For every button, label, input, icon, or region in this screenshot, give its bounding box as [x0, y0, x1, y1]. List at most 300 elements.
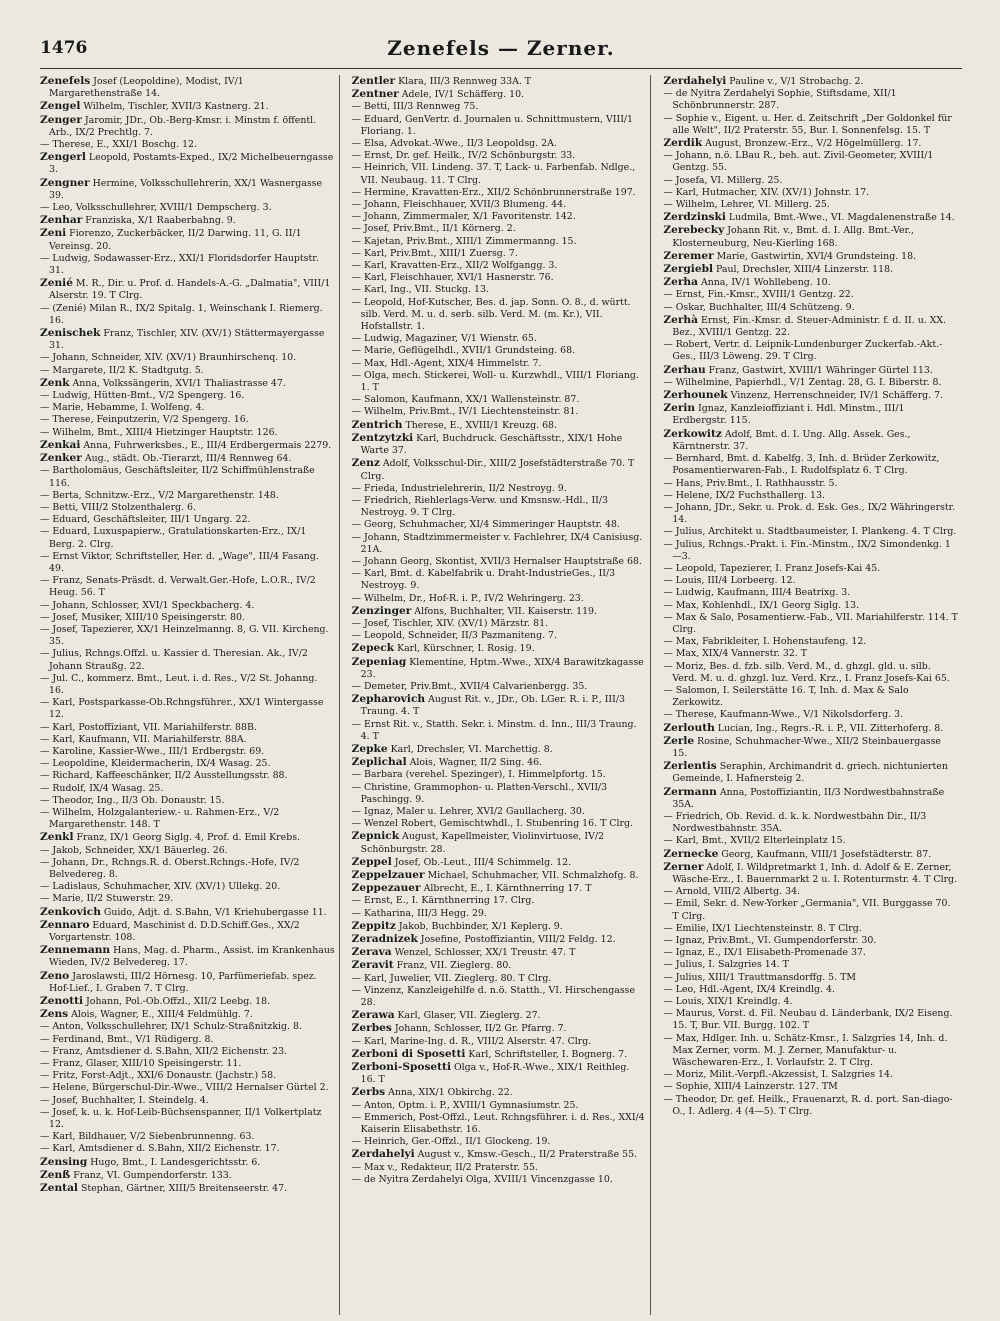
- entry-details: Georg, Kaufmann, VIII/1 Josefstädterstr. 87.: [718, 848, 932, 860]
- directory-entry: [40, 277, 335, 302]
- directory-entry: [40, 995, 335, 1008]
- entry-details: — Wilhelmine, Papierhdl., V/1 Zentag. 28, G. I. Biberstr. 8.: [663, 376, 942, 388]
- entry-surname: Zerhau: [663, 363, 706, 376]
- directory-entry: [40, 831, 335, 844]
- entry-details: — Ernst, Fin.-Kmsr., XVIII/1 Gentzg. 22.: [663, 289, 854, 301]
- entry-details: Wilhelm, Tischler, XVII/3 Kastnerg. 21.: [80, 101, 269, 113]
- directory-entry: [352, 908, 647, 920]
- entry-details: — Sophie, XIII/4 Lainzerstr. 127. TM: [663, 1081, 838, 1093]
- entry-details: — Karl, Bmt. d. Kabelfabrik u. Draht-IndustrieGes., II/3 Nestroyg. 9.: [351, 568, 616, 592]
- page-number: 1476: [40, 38, 88, 58]
- directory-entry: [40, 439, 335, 452]
- entry-details: Alois, Wagner, II/2 Sing. 46.: [406, 757, 543, 769]
- entry-details: Ludmila, Bmt.-Wwe., VI. Magdalenenstraße 14.: [725, 212, 955, 224]
- entry-details: Anna, Volkssängerin, XVI/1 Thaliastrasse 47.: [69, 377, 286, 389]
- directory-entry: [663, 199, 958, 211]
- column-left: [40, 75, 340, 1315]
- entry-details: Anna, Postoffiziantin, II/3 Nordwestbahnstraße 35A.: [672, 786, 945, 810]
- entry-details: Pauline v., V/1 Strobachg. 2.: [726, 76, 864, 87]
- entry-surname: Zerhà: [663, 313, 698, 326]
- directory-entry: [352, 1086, 647, 1099]
- directory-entry: [352, 260, 647, 272]
- directory-entry: [352, 75, 647, 88]
- directory-entry: [663, 175, 958, 187]
- directory-entry: [663, 848, 958, 861]
- directory-entry: [40, 1156, 335, 1169]
- entry-details: Hugo, Bmt., I. Landesgerichtsstr. 6.: [87, 1156, 261, 1168]
- directory-entry: [40, 734, 335, 746]
- directory-entry: [663, 947, 958, 959]
- entry-surname: Zerlouth: [663, 721, 715, 734]
- entry-surname: Zenzinger: [351, 604, 412, 617]
- entry-surname: Zentzytzki: [351, 431, 414, 444]
- entry-details: — Max, Fabrikleiter, I. Hohenstaufeng. 12.: [663, 636, 867, 648]
- directory-entry: [40, 770, 335, 782]
- entry-details: — Max, Kohlenhdl., IX/1 Georg Siglg. 13.: [663, 599, 860, 611]
- entry-details: — Ernst Viktor, Schriftsteller, Her. d. „Wage", III/4 Fasang. 49.: [40, 550, 319, 574]
- directory-entry: [40, 807, 335, 831]
- directory-entry: [40, 600, 335, 612]
- directory-entry: [663, 389, 958, 402]
- directory-entry: [40, 427, 335, 439]
- entry-surname: Zeravit: [351, 959, 394, 972]
- entry-details: Albrecht, E., I. Kärnthnerring 17. T: [420, 883, 592, 895]
- directory-entry: [663, 314, 958, 339]
- directory-entry: [663, 187, 958, 199]
- entry-surname: Zentner: [351, 88, 399, 101]
- directory-entry: [40, 881, 335, 893]
- directory-entry: [352, 406, 647, 418]
- directory-entry: [352, 719, 647, 743]
- directory-entry: [40, 390, 335, 402]
- directory-entry: [663, 490, 958, 502]
- entry-details: — Karl, Fleischhauer, XVI/1 Hasnerstr. 76.: [351, 272, 554, 284]
- directory-entry: [663, 1033, 958, 1070]
- entry-surname: Zenger: [40, 113, 82, 126]
- entry-details: Adele, IV/1 Schäfferg. 10.: [398, 89, 525, 101]
- directory-entry: [352, 138, 647, 150]
- directory-entry: [40, 1082, 335, 1094]
- directory-entry: [40, 139, 335, 151]
- directory-entry: [663, 137, 958, 150]
- entry-surname: Zerdzinski: [663, 211, 726, 224]
- directory-entry: [40, 465, 335, 489]
- directory-columns: [40, 75, 962, 1315]
- entry-details: — Wenzel Robert, Gemischtwhdl., I. Stubenring 16. T Clrg.: [351, 818, 633, 830]
- entry-surname: Zenkovich: [40, 905, 101, 918]
- entry-details: Klara, III/3 Rennweg 33A. T: [395, 76, 532, 87]
- directory-entry: [352, 756, 647, 769]
- directory-entry: [663, 263, 958, 276]
- entry-details: — Ferdinand, Bmt., V/1 Rüdigerg. 8.: [40, 1033, 214, 1045]
- directory-entry: [40, 75, 335, 100]
- directory-entry: [663, 276, 958, 289]
- entry-details: — Therese, Kaufmann-Wwe., V/1 Nikolsdorferg. 3.: [663, 709, 904, 721]
- directory-entry: [40, 327, 335, 352]
- entry-details: Franz, Tischler, XIV. (XV/1) Stättermayergasse 31.: [49, 328, 325, 352]
- directory-entry: [663, 835, 958, 847]
- directory-entry: [352, 856, 647, 869]
- entry-details: Rosine, Schuhmacher-Wwe., XII/2 Steinbauergasse 15.: [672, 735, 941, 759]
- entry-details: Adolf, Bmt. d. I. Ung. Allg. Assek. Ges., Kärntnerstr. 37.: [672, 428, 911, 452]
- directory-entry: [40, 697, 335, 721]
- directory-entry: [352, 236, 647, 248]
- entry-details: Karl, Buchdruck. Geschäftsstr., XIX/1 Hohe Warte 37.: [360, 432, 623, 457]
- entry-details: — Moriz, Bes. d. fzb. silb. Verd. M., d. ghzgl. gld. u. silb. Verd. M. u. d. ghzgl. luz. Verd. Krz., I. Franz Josefs-Kai 65.: [663, 660, 950, 684]
- entry-details: Paul, Drechsler, XIII/4 Linzerstr. 118.: [713, 264, 894, 276]
- entry-details: — Julius, Architekt u. Stadtbaumeister, I. Plankeng. 4. T Clrg.: [663, 526, 957, 538]
- entry-surname: Zernecke: [663, 847, 719, 860]
- directory-entry: [40, 1070, 335, 1082]
- entry-details: — Johann, Fleischhauer, XVII/3 Blumeng. 44.: [351, 199, 567, 211]
- directory-entry: [663, 861, 958, 886]
- entry-details: — Theodor, Dr. gef. Heilk., Frauenarzt, R. d. port. San-diago-O., I. Adlerg. 4 (4—5). T Clrg.: [663, 1093, 953, 1117]
- directory-entry: [663, 539, 958, 563]
- entry-details: — Karl, Juwelier, VII. Zieglerg. 80. T Clrg.: [351, 972, 552, 984]
- directory-entry: [352, 618, 647, 630]
- directory-entry: [352, 1036, 647, 1048]
- entry-details: — Leo, Hdl.-Agent, IX/4 Kreindlg. 4.: [663, 983, 835, 995]
- directory-entry: [352, 88, 647, 101]
- directory-entry: [352, 199, 647, 211]
- entry-details: — Leopold, Hof-Kutscher, Bes. d. jap. Sonn. O. 8., d. württ. silb. Verd. M. u. d. serb. silb. Verd. M. (m. Kr.), VII. Hofstallstr. 1.: [351, 296, 631, 333]
- directory-entry: [352, 1009, 647, 1022]
- directory-entry: [352, 248, 647, 260]
- directory-entry: [663, 612, 958, 636]
- entry-details: Anna, XIX/1 Obkirchg. 22.: [385, 1087, 513, 1099]
- entry-surname: Zennemann: [40, 944, 111, 957]
- entry-details: — Johann, Dr., Rchngs.R. d. Oberst.Rchngs.-Hofe, IV/2 Belvedereg. 8.: [40, 856, 300, 880]
- directory-entry: [663, 923, 958, 935]
- directory-entry: [352, 568, 647, 592]
- entry-details: Franziska, X/1 Raaberbahng. 9.: [82, 215, 236, 227]
- entry-surname: Zenhar: [40, 214, 83, 227]
- directory-entry: [352, 358, 647, 370]
- entry-details: — Marie, Hebamme, I. Wolfeng. 4.: [40, 402, 205, 414]
- directory-entry: [352, 642, 647, 655]
- directory-entry: [40, 402, 335, 414]
- directory-entry: [352, 806, 647, 818]
- running-title: Zenefels — Zerner.: [387, 36, 615, 60]
- entry-surname: Zergiebl: [663, 263, 714, 276]
- entry-details: — Karl, Bmt., XVII/2 Elterleinplatz 15.: [663, 835, 846, 847]
- entry-details: Josefine, Postoffiziantin, VIII/2 Feldg. 12.: [417, 934, 616, 946]
- entry-details: — Berta, Schnitzw.-Erz., V/2 Margarethenstr. 148.: [40, 489, 279, 501]
- entry-details: — Wilhelm, Dr., Hof-R. i. P., IV/2 Wehringerg. 23.: [351, 592, 584, 604]
- directory-entry: [663, 1094, 958, 1118]
- directory-entry: [40, 1046, 335, 1058]
- entry-surname: Zerle: [663, 734, 695, 747]
- entry-details: — Rudolf, IX/4 Wasag. 25.: [40, 782, 164, 794]
- directory-entry: [40, 303, 335, 327]
- entry-details: — Ludwig, Magaziner, V/1 Wienstr. 65.: [351, 333, 537, 345]
- directory-entry: [40, 673, 335, 697]
- directory-entry: [663, 428, 958, 453]
- entry-details: — Josef, Buchhalter, I. Steindelg. 4.: [40, 1094, 209, 1106]
- directory-entry: [352, 1061, 647, 1086]
- entry-details: — Louis, III/4 Lorbeerg. 12.: [663, 575, 796, 587]
- directory-entry: [352, 895, 647, 907]
- entry-surname: Zerdahelyi: [351, 1148, 415, 1161]
- directory-entry: [40, 970, 335, 995]
- entry-details: — Karl, Ing., VII. Stuckg. 13.: [351, 284, 489, 296]
- directory-entry: [352, 432, 647, 457]
- entry-details: — Karl, Amtsdiener d. S.Bahn, XII/2 Eichenstr. 17.: [40, 1143, 280, 1155]
- directory-entry: [40, 253, 335, 277]
- directory-entry: [663, 526, 958, 538]
- entry-surname: Zenié: [40, 277, 73, 290]
- entry-surname: Zerdahelyi: [663, 75, 727, 87]
- entry-details: Anna, Fuhrwerksbes., E., III/4 Erdbergermais 2279.: [80, 439, 332, 451]
- directory-entry: [663, 811, 958, 835]
- entry-details: — Johann, n.ö. LBau R., beh. aut. Zivil-Geometer, XVIII/1 Gentzg. 55.: [663, 150, 934, 174]
- directory-entry: [40, 514, 335, 526]
- entry-details: — Leopold, Schneider, II/3 Pazmaniteng. 7.: [351, 630, 558, 642]
- entry-surname: Zennaro: [40, 918, 90, 931]
- entry-details: — Anton, Optm. i. P., XVIII/1 Gymnasiumstr. 25.: [351, 1099, 579, 1111]
- entry-surname: Zerboni di Sposetti: [351, 1047, 466, 1060]
- entry-surname: Zerawa: [351, 1009, 395, 1022]
- directory-entry: [352, 495, 647, 519]
- entry-details: — Helene, IX/2 Fuchsthallerg. 13.: [663, 489, 825, 501]
- entry-details: Karl, Kürschner, I. Rosig. 19.: [394, 643, 535, 655]
- entry-details: Franz, Gastwirt, XVIII/1 Währinger Gürtel 113.: [705, 364, 933, 376]
- entry-details: — Sophie v., Eigent. u. Her. d. Zeitschrift „Der Goldonkel für alle Welt", II/2 Praterstr. 55, Bur. I. Sonnenfelsg. 15. T: [663, 112, 952, 136]
- entry-details: Karl, Schriftsteller, I. Bognerg. 7.: [465, 1048, 628, 1060]
- directory-entry: [663, 735, 958, 760]
- entry-surname: Zeremer: [663, 249, 714, 262]
- entry-details: — Ignaz, Priv.Bmt., VI. Gumpendorferstr. 30.: [663, 935, 877, 947]
- directory-entry: [40, 906, 335, 919]
- entry-details: — Wilhelm, Priv.Bmt., IV/1 Liechtensteinstr. 81.: [351, 406, 579, 418]
- directory-entry: [40, 1131, 335, 1143]
- entry-details: — Demeter, Priv.Bmt., XVII/4 Calvarienbergg. 35.: [351, 680, 588, 692]
- entry-details: Jakob, Buchbinder, X/1 Keplerg. 9.: [395, 920, 563, 932]
- entry-details: Franz, VI. Gumpendorferstr. 133.: [70, 1169, 232, 1181]
- directory-entry: [663, 113, 958, 137]
- entry-details: Aug., städt. Ob.-Tierarzt, III/4 Rennweg 64.: [81, 453, 292, 465]
- directory-entry: [40, 1058, 335, 1070]
- entry-details: Franz, VII. Zieglerg. 80.: [393, 960, 512, 972]
- entry-details: — Therese, Feinputzerin, V/2 Spengerg. 16.: [40, 414, 249, 426]
- directory-entry: [663, 959, 958, 971]
- directory-entry: [40, 624, 335, 648]
- entry-details: — Oskar, Buchhalter, III/4 Schützeng. 9.: [663, 301, 855, 313]
- entry-details: — Johann, JDr., Sekr. u. Prok. d. Esk. Ges., IX/2 Währingerstr. 14.: [663, 501, 956, 526]
- entry-details: — Louis, XIX/1 Kreindlg. 4.: [663, 996, 793, 1008]
- directory-entry: [40, 526, 335, 550]
- entry-details: — Karl, Kravatten-Erz., XII/2 Wolfgangg. 3.: [351, 260, 558, 272]
- directory-entry: [663, 1081, 958, 1093]
- entry-details: Josef (Leopoldine), Modist, IV/1 Margarethenstraße 14.: [49, 76, 244, 100]
- entry-details: — Ladislaus, Schuhmacher, XIV. (XV/1) Ullekg. 20.: [40, 881, 281, 893]
- entry-details: — Elsa, Advokat.-Wwe., II/3 Leopoldsg. 2A.: [351, 138, 557, 150]
- entry-details: Eduard, Maschinist d. D.D.Schiff.Ges., XX/2 Vorgartenstr. 108.: [49, 919, 300, 944]
- column-middle: [352, 75, 652, 1315]
- entry-surname: Zerava: [351, 946, 392, 959]
- directory-entry: [663, 453, 958, 477]
- entry-details: — Marie, II/2 Stuwerstr. 29.: [40, 893, 174, 905]
- entry-surname: Zepharovich: [351, 693, 426, 706]
- directory-entry: [40, 845, 335, 857]
- entry-details: — Julius, Rchngs.Offzl. u. Kassier d. Theresian. Ak., IV/2 Johann Straußg. 22.: [40, 648, 308, 672]
- entry-details: — Ernst Rit. v., Statth. Sekr. i. Minstm. d. Inn., III/3 Traung. 4. T: [351, 718, 637, 742]
- entry-details: — Christine, Grammophon- u. Platten-Verschl., XVII/3 Paschingg. 9.: [351, 781, 608, 805]
- entry-surname: Zenß: [40, 1168, 71, 1181]
- entry-details: — Kajetan, Priv.Bmt., XIII/1 Zimmermanng. 15.: [351, 235, 577, 247]
- directory-entry: [40, 575, 335, 599]
- directory-entry: [352, 150, 647, 162]
- directory-entry: [663, 1008, 958, 1032]
- entry-details: — Franz, Glaser, XIII/10 Speisingerstr. 11.: [40, 1058, 242, 1070]
- entry-surname: Zensing: [40, 1155, 88, 1168]
- entry-details: — Friedrich, Ob. Revid. d. k. k. Nordwestbahn Dir., II/3 Nordwestbahnstr. 35A.: [663, 810, 927, 835]
- entry-details: Johann Rit. v., Bmt. d. I. Allg. Bmt.-Ver., Klosterneuburg, Neu-Kierling 168.: [672, 225, 914, 249]
- entry-details: Leopold, Postamts-Exped., IX/2 Michelbeuerngasse 3.: [49, 152, 334, 176]
- directory-entry: [352, 1022, 647, 1035]
- directory-entry: [663, 211, 958, 224]
- directory-entry: [352, 959, 647, 972]
- entry-details: — Emilie, IX/1 Liechtensteinstr. 8. T Clrg.: [663, 922, 862, 934]
- entry-details: — Jakob, Schneider, XX/1 Bäuerleg. 26.: [40, 844, 228, 856]
- directory-entry: [352, 933, 647, 946]
- entry-surname: Zeplichal: [351, 756, 407, 769]
- entry-details: — Salomon, I. Seilerstätte 16. T, Inh. d. Max & Salo Zerkowitz.: [663, 684, 909, 709]
- directory-entry: [352, 693, 647, 718]
- entry-surname: Zentrich: [351, 418, 403, 431]
- entry-details: Alois, Wagner, E., XIII/4 Feldmühlg. 7.: [68, 1009, 253, 1021]
- directory-entry: [40, 490, 335, 502]
- entry-surname: Zepke: [351, 742, 388, 755]
- directory-entry: [663, 502, 958, 526]
- directory-entry: [352, 483, 647, 495]
- entry-surname: Zental: [40, 1182, 78, 1195]
- entry-details: Fiorenzo, Zuckerbäcker, II/2 Darwing. 11, G. II/1 Vereinsg. 20.: [49, 228, 302, 252]
- entry-details: — Emmerich, Post-Offzl., Leut. Rchngsführer. i. d. Res., XXI/4 Kaiserin Elisabethstr. 16.: [351, 1111, 645, 1136]
- entry-details: — Max, Hdl.-Agent, XIX/4 Himmelstr. 7.: [351, 357, 542, 369]
- entry-details: Johann, Schlosser, II/2 Gr. Pfarrg. 7.: [391, 1023, 567, 1035]
- directory-entry: [40, 893, 335, 905]
- directory-entry: [352, 593, 647, 605]
- entry-details: — Therese, E., XXI/1 Boschg. 12.: [40, 139, 197, 151]
- entry-details: — Johann Georg, Skontist, XVII/3 Hernalser Hauptstraße 68.: [351, 555, 642, 567]
- directory-entry: [663, 289, 958, 301]
- directory-entry: [40, 1143, 335, 1155]
- entry-details: — Moriz, Milit.-Verpfl.-Akzessist, I. Salzgries 14.: [663, 1069, 893, 1081]
- directory-entry: [663, 760, 958, 785]
- directory-entry: [663, 648, 958, 660]
- directory-entry: [352, 1136, 647, 1148]
- entry-surname: Zeppitz: [351, 919, 396, 932]
- directory-entry: [40, 1169, 335, 1182]
- entry-surname: Zengner: [40, 176, 90, 189]
- directory-entry: [663, 575, 958, 587]
- entry-details: — Hermine, Kravatten-Erz., XII/2 Schönbrunnerstraße 197.: [351, 186, 636, 198]
- entry-surname: Zerin: [663, 402, 696, 415]
- entry-details: — Max, Hdlger. Inh. u. Schätz-Kmsr., I. Salzgries 14, Inh. d. Max Zerner, vorm. M. J. Zerner, Manufaktur- u. Wäschewaren-Erz., I. Vorlaufstr. 2. T Clrg.: [663, 1032, 948, 1069]
- directory-entry: [352, 532, 647, 556]
- directory-entry: [40, 377, 335, 390]
- directory-entry: [352, 211, 647, 223]
- entry-details: — Ernst, E., I. Kärnthnerring 17. Clrg.: [351, 895, 535, 907]
- directory-entry: [40, 612, 335, 624]
- entry-details: August, Kapellmeister, Violinvirtuose, IV/2 Schönburgstr. 28.: [360, 831, 604, 855]
- entry-surname: Zerboni-Sposetti: [351, 1061, 451, 1074]
- entry-details: — Heinrich, Ger.-Offzl., II/1 Glockeng. 19.: [351, 1136, 551, 1148]
- entry-details: Therese, E., XVIII/1 Kreuzg. 68.: [402, 419, 557, 431]
- entry-details: Jaroslawsti, III/2 Hörnesg. 10, Parfümeriefab. spez. Hof-Lief., I. Graben 7. T Clrg.: [49, 970, 317, 994]
- entry-details: — Leo, Volksschullehrer, XVIII/1 Dempscherg. 3.: [40, 202, 272, 214]
- entry-surname: Zepeck: [351, 642, 395, 655]
- entry-details: — Josef, Priv.Bmt., II/1 Körnerg. 2.: [351, 223, 516, 235]
- directory-entry: [40, 758, 335, 770]
- directory-entry: [40, 795, 335, 807]
- directory-entry: [352, 519, 647, 531]
- entry-details: August, Bronzew.-Erz., V/2 Högelmüllerg. 17.: [702, 138, 922, 150]
- directory-entry: [40, 214, 335, 227]
- directory-entry: [40, 783, 335, 795]
- directory-entry: [352, 1112, 647, 1136]
- directory-entry: [40, 746, 335, 758]
- entry-details: — Bartholomäus, Geschäftsleiter, II/2 Schiffmühlenstraße 116.: [40, 465, 315, 489]
- directory-entry: [663, 1069, 958, 1081]
- entry-details: — Georg, Schuhmacher, XI/4 Simmeringer Hauptstr. 48.: [351, 519, 620, 531]
- entry-details: — Fritz, Forst-Adjt., XXI/6 Donaustr. (Jachstr.) 58.: [40, 1070, 277, 1082]
- entry-details: — Franz, Amtsdiener d. S.Bahn, XII/2 Eichenstr. 23.: [40, 1045, 288, 1057]
- entry-details: Lucian, Ing., Regrs.-R. i. P., VII. Zitterhoferg. 8.: [714, 722, 944, 734]
- directory-entry: [663, 339, 958, 363]
- directory-entry: [40, 1021, 335, 1033]
- entry-details: — Karoline, Kassier-Wwe., III/1 Erdbergstr. 69.: [40, 745, 265, 757]
- directory-entry: [40, 227, 335, 252]
- entry-surname: Zeppelzauer: [351, 869, 425, 881]
- entry-details: — Karl, Hutmacher, XIV. (XV/1) Johnstr. 17.: [663, 186, 870, 198]
- entry-details: — Karl, Priv.Bmt., XIII/1 Zuersg. 7.: [351, 247, 518, 259]
- entry-details: Adolf, I. Wildpretmarkt 1, Inh. d. Adolf & E. Zerner, Wäsche-Erz., I. Bauernmarkt 2 u. I. Rotenturmstr. 4. T Clrg.: [672, 861, 958, 885]
- directory-entry: [352, 630, 647, 642]
- entry-details: — Josef, k. u. k. Hof-Leib-Büchsenspanner, II/1 Volkertplatz 12.: [40, 1106, 322, 1131]
- directory-entry: [352, 882, 647, 895]
- entry-details: — Josef, Musiker, XIII/10 Speisingerstr. 80.: [40, 611, 245, 623]
- entry-details: — Betti, VIII/2 Stolzenthalerg. 6.: [40, 501, 196, 513]
- entry-surname: Zerdik: [663, 137, 703, 150]
- entry-surname: Zenkai: [40, 438, 81, 451]
- entry-details: Wenzel, Schlosser, XX/1 Treustr. 47. T: [391, 947, 576, 959]
- entry-details: Jaromir, JDr., Ob.-Berg-Kmsr. i. Minstm f. öffentl. Arb., IX/2 Prechtlg. 7.: [49, 114, 317, 138]
- entry-details: — Karl, Bildhauer, V/2 Siebenbrunnenng. 63.: [40, 1131, 255, 1143]
- directory-entry: [352, 419, 647, 432]
- entry-details: Ignaz, Kanzleioffiziant i. Hdl. Minstm., III/1 Erdbergstr. 115.: [672, 403, 905, 427]
- entry-surname: Zenkl: [40, 831, 74, 844]
- entry-details: — Leopold, Tapezierer, I. Franz Josefs-Kai 45.: [663, 562, 881, 574]
- entry-details: — Karl, Postoffiziant, VII. Mariahilferstr. 88B.: [40, 721, 257, 733]
- entry-details: Karl, Glaser, VII. Zieglerg. 27.: [394, 1010, 541, 1022]
- entry-details: — Richard, Kaffeeschänker, II/2 Ausstellungsstr. 88.: [40, 770, 288, 782]
- entry-details: — Karl, Kaufmann, VII. Mariahilferstr. 88A.: [40, 733, 247, 745]
- directory-entry: [663, 722, 958, 735]
- entry-details: — Ernst, Dr. gef. Heilk., IV/2 Schönburgstr. 33.: [351, 150, 576, 162]
- directory-entry: [352, 297, 647, 334]
- directory-entry: [352, 223, 647, 235]
- entry-details: — Anton, Volksschullehrer, IX/1 Schulz-Straßnitzkig. 8.: [40, 1021, 302, 1033]
- entry-details: — Max & Salo, Posamentierw.-Fab., VII. Mariahilferstr. 114. T Clrg.: [663, 611, 958, 635]
- entry-details: — Robert, Vertr. d. Leipnik-Lundenburger Zuckerfab.-Akt.-Ges., III/3 Löweng. 29. T Clrg.: [663, 339, 943, 363]
- directory-entry: [40, 100, 335, 113]
- directory-entry: [40, 365, 335, 377]
- directory-entry: [663, 402, 958, 427]
- entry-details: — Josef, Tapezierer, XX/1 Heinzelmanng. 8, G. VII. Kircheng. 35.: [40, 623, 329, 648]
- entry-details: Ernst, Fin.-Kmsr. d. Steuer-Administr. f. d. II. u. XX. Bez., XVIII/1 Gentzg. 22.: [672, 314, 947, 339]
